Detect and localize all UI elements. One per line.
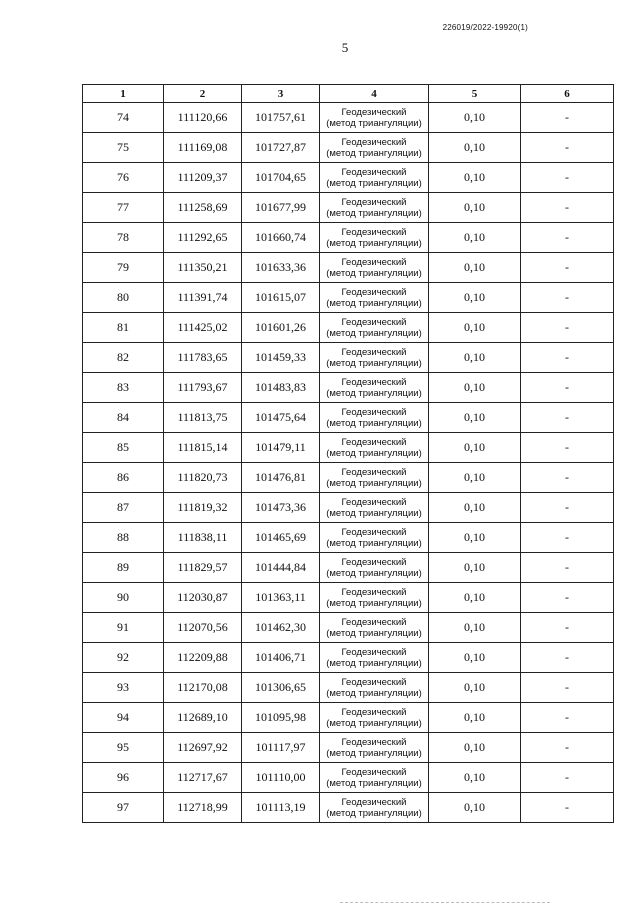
y-coordinate-cell: 101306,65 [242,673,320,703]
method-cell [320,523,429,553]
point-number-cell: 75 [83,133,164,163]
table-row [83,343,614,373]
note-cell: - [521,583,614,613]
method-line-2: (метод триангуляции) [326,297,422,309]
point-number-cell: 93 [83,673,164,703]
y-coordinate-cell: 101615,07 [242,283,320,313]
method-cell [320,433,429,463]
table-row [83,133,614,163]
note-cell: - [521,793,614,823]
method-line-2: (метод триангуляции) [326,357,422,369]
accuracy-cell: 0,10 [429,223,521,253]
note-cell: - [521,223,614,253]
method-line-1: Геодезический [341,466,407,478]
method-cell [320,703,429,733]
table-row [83,523,614,553]
table-row [83,223,614,253]
y-coordinate-cell: 101677,99 [242,193,320,223]
y-coordinate-cell: 101406,71 [242,643,320,673]
method-line-1: Геодезический [341,346,407,358]
x-coordinate-cell: 111783,65 [164,343,242,373]
method-line-2: (метод триангуляции) [326,147,422,159]
column-header-3: 3 [242,85,320,103]
method-cell [320,343,429,373]
column-header-1: 1 [83,85,164,103]
accuracy-cell: 0,10 [429,763,521,793]
table-row [83,463,614,493]
y-coordinate-cell: 101462,30 [242,613,320,643]
method-cell [320,463,429,493]
x-coordinate-cell: 112697,92 [164,733,242,763]
method-line-1: Геодезический [341,196,407,208]
method-line-1: Геодезический [341,586,407,598]
table-row [83,403,614,433]
y-coordinate-cell: 101704,65 [242,163,320,193]
accuracy-cell: 0,10 [429,253,521,283]
x-coordinate-cell: 111169,08 [164,133,242,163]
method-line-1: Геодезический [341,706,407,718]
method-line-1: Геодезический [341,256,407,268]
y-coordinate-cell: 101483,83 [242,373,320,403]
method-line-2: (метод триангуляции) [326,687,422,699]
method-cell [320,613,429,643]
y-coordinate-cell: 101113,19 [242,793,320,823]
method-line-1: Геодезический [341,226,407,238]
point-number-cell: 76 [83,163,164,193]
table-body [83,103,614,823]
x-coordinate-cell: 112717,67 [164,763,242,793]
method-line-2: (метод триангуляции) [326,207,422,219]
method-line-1: Геодезический [341,556,407,568]
point-number-cell: 86 [83,463,164,493]
method-line-2: (метод триангуляции) [326,657,422,669]
x-coordinate-cell: 111258,69 [164,193,242,223]
point-number-cell: 79 [83,253,164,283]
method-cell [320,133,429,163]
x-coordinate-cell: 111820,73 [164,463,242,493]
method-line-1: Геодезический [341,526,407,538]
method-line-1: Геодезический [341,376,407,388]
note-cell: - [521,283,614,313]
y-coordinate-cell: 101465,69 [242,523,320,553]
page-number: 5 [341,40,349,55]
y-coordinate-cell: 101660,74 [242,223,320,253]
note-cell: - [521,193,614,223]
accuracy-cell: 0,10 [429,283,521,313]
table-row [83,373,614,403]
x-coordinate-cell: 111209,37 [164,163,242,193]
accuracy-cell: 0,10 [429,523,521,553]
table-row [83,253,614,283]
x-coordinate-cell: 111391,74 [164,283,242,313]
y-coordinate-cell: 101110,00 [242,763,320,793]
coordinates-table [82,84,614,823]
y-coordinate-cell: 101476,81 [242,463,320,493]
accuracy-cell: 0,10 [429,373,521,403]
point-number-cell: 96 [83,763,164,793]
header-row [83,85,614,103]
point-number-cell: 84 [83,403,164,433]
note-cell: - [521,403,614,433]
accuracy-cell: 0,10 [429,643,521,673]
note-cell: - [521,643,614,673]
x-coordinate-cell: 111793,67 [164,373,242,403]
table-row [83,313,614,343]
method-cell [320,673,429,703]
note-cell: - [521,613,614,643]
x-coordinate-cell: 111829,57 [164,553,242,583]
y-coordinate-cell: 101479,11 [242,433,320,463]
method-line-2: (метод триангуляции) [326,627,422,639]
x-coordinate-cell: 112030,87 [164,583,242,613]
x-coordinate-cell: 111819,32 [164,493,242,523]
x-coordinate-cell: 111813,75 [164,403,242,433]
method-line-2: (метод триангуляции) [326,447,422,459]
point-number-cell: 94 [83,703,164,733]
note-cell: - [521,313,614,343]
table-row [83,433,614,463]
accuracy-cell: 0,10 [429,103,521,133]
accuracy-cell: 0,10 [429,553,521,583]
method-line-2: (метод триангуляции) [326,327,422,339]
x-coordinate-cell: 111425,02 [164,313,242,343]
note-cell: - [521,463,614,493]
method-cell [320,643,429,673]
method-cell [320,553,429,583]
method-line-1: Геодезический [341,646,407,658]
column-header-5: 5 [429,85,521,103]
x-coordinate-cell: 112070,56 [164,613,242,643]
method-line-1: Геодезический [341,436,407,448]
method-line-2: (метод триангуляции) [326,267,422,279]
accuracy-cell: 0,10 [429,613,521,643]
x-coordinate-cell: 111815,14 [164,433,242,463]
method-cell [320,793,429,823]
accuracy-cell: 0,10 [429,493,521,523]
note-cell: - [521,553,614,583]
y-coordinate-cell: 101727,87 [242,133,320,163]
method-line-2: (метод триангуляции) [326,717,422,729]
method-line-1: Геодезический [341,616,407,628]
method-cell [320,733,429,763]
accuracy-cell: 0,10 [429,163,521,193]
y-coordinate-cell: 101473,36 [242,493,320,523]
point-number-cell: 92 [83,643,164,673]
method-line-1: Геодезический [341,496,407,508]
method-line-2: (метод триангуляции) [326,597,422,609]
table-row [83,283,614,313]
table-header [83,85,614,103]
method-line-2: (метод триангуляции) [326,477,422,489]
method-line-2: (метод триангуляции) [326,807,422,819]
method-cell [320,103,429,133]
note-cell: - [521,373,614,403]
method-cell [320,163,429,193]
accuracy-cell: 0,10 [429,583,521,613]
point-number-cell: 87 [83,493,164,523]
point-number-cell: 83 [83,373,164,403]
point-number-cell: 88 [83,523,164,553]
method-cell [320,193,429,223]
note-cell: - [521,133,614,163]
column-header-6: 6 [521,85,614,103]
table-row [83,493,614,523]
point-number-cell: 90 [83,583,164,613]
method-cell [320,763,429,793]
method-cell [320,583,429,613]
method-line-1: Геодезический [341,796,407,808]
y-coordinate-cell: 101363,11 [242,583,320,613]
y-coordinate-cell: 101444,84 [242,553,320,583]
y-coordinate-cell: 101601,26 [242,313,320,343]
x-coordinate-cell: 112718,99 [164,793,242,823]
table-row [83,103,614,133]
note-cell: - [521,673,614,703]
point-number-cell: 89 [83,553,164,583]
x-coordinate-cell: 111292,65 [164,223,242,253]
method-cell [320,283,429,313]
point-number-cell: 95 [83,733,164,763]
x-coordinate-cell: 112689,10 [164,703,242,733]
table-row [83,703,614,733]
note-cell: - [521,703,614,733]
method-line-2: (метод триангуляции) [326,387,422,399]
method-line-1: Геодезический [341,166,407,178]
point-number-cell: 74 [83,103,164,133]
column-header-4: 4 [320,85,429,103]
method-cell [320,493,429,523]
method-line-1: Геодезический [341,106,407,118]
x-coordinate-cell: 112209,88 [164,643,242,673]
table-row [83,673,614,703]
document-id: 226019/2022-19920(1) [442,23,528,32]
accuracy-cell: 0,10 [429,343,521,373]
point-number-cell: 91 [83,613,164,643]
method-line-2: (метод триангуляции) [326,537,422,549]
method-line-1: Геодезический [341,316,407,328]
accuracy-cell: 0,10 [429,733,521,763]
point-number-cell: 77 [83,193,164,223]
y-coordinate-cell: 101475,64 [242,403,320,433]
accuracy-cell: 0,10 [429,193,521,223]
note-cell: - [521,163,614,193]
note-cell: - [521,253,614,283]
y-coordinate-cell: 101117,97 [242,733,320,763]
accuracy-cell: 0,10 [429,403,521,433]
table-row [83,193,614,223]
table-row [83,613,614,643]
column-header-2: 2 [164,85,242,103]
method-line-1: Геодезический [341,736,407,748]
point-number-cell: 85 [83,433,164,463]
accuracy-cell: 0,10 [429,673,521,703]
y-coordinate-cell: 101095,98 [242,703,320,733]
x-coordinate-cell: 111838,11 [164,523,242,553]
y-coordinate-cell: 101459,33 [242,343,320,373]
x-coordinate-cell: 111120,66 [164,103,242,133]
note-cell: - [521,523,614,553]
y-coordinate-cell: 101757,61 [242,103,320,133]
table-row [83,553,614,583]
method-line-1: Геодезический [341,676,407,688]
method-line-1: Геодезический [341,766,407,778]
point-number-cell: 78 [83,223,164,253]
accuracy-cell: 0,10 [429,133,521,163]
method-cell [320,313,429,343]
x-coordinate-cell: 111350,21 [164,253,242,283]
point-number-cell: 81 [83,313,164,343]
accuracy-cell: 0,10 [429,433,521,463]
method-line-2: (метод триангуляции) [326,417,422,429]
method-line-1: Геодезический [341,406,407,418]
table-row [83,583,614,613]
note-cell: - [521,733,614,763]
method-cell [320,373,429,403]
table-row [83,733,614,763]
method-line-2: (метод триангуляции) [326,507,422,519]
method-line-2: (метод триангуляции) [326,747,422,759]
accuracy-cell: 0,10 [429,793,521,823]
table-row [83,643,614,673]
table-row [83,163,614,193]
note-cell: - [521,343,614,373]
point-number-cell: 97 [83,793,164,823]
method-line-2: (метод триангуляции) [326,177,422,189]
note-cell: - [521,103,614,133]
table-row [83,793,614,823]
point-number-cell: 82 [83,343,164,373]
method-line-2: (метод триангуляции) [326,117,422,129]
y-coordinate-cell: 101633,36 [242,253,320,283]
method-cell [320,253,429,283]
table-row [83,763,614,793]
note-cell: - [521,493,614,523]
note-cell: - [521,763,614,793]
note-cell: - [521,433,614,463]
method-line-1: Геодезический [341,286,407,298]
accuracy-cell: 0,10 [429,313,521,343]
point-number-cell: 80 [83,283,164,313]
method-cell [320,403,429,433]
method-line-2: (метод триангуляции) [326,567,422,579]
method-line-2: (метод триангуляции) [326,777,422,789]
accuracy-cell: 0,10 [429,703,521,733]
method-cell [320,223,429,253]
x-coordinate-cell: 112170,08 [164,673,242,703]
method-line-2: (метод триангуляции) [326,237,422,249]
method-line-1: Геодезический [341,136,407,148]
accuracy-cell: 0,10 [429,463,521,493]
